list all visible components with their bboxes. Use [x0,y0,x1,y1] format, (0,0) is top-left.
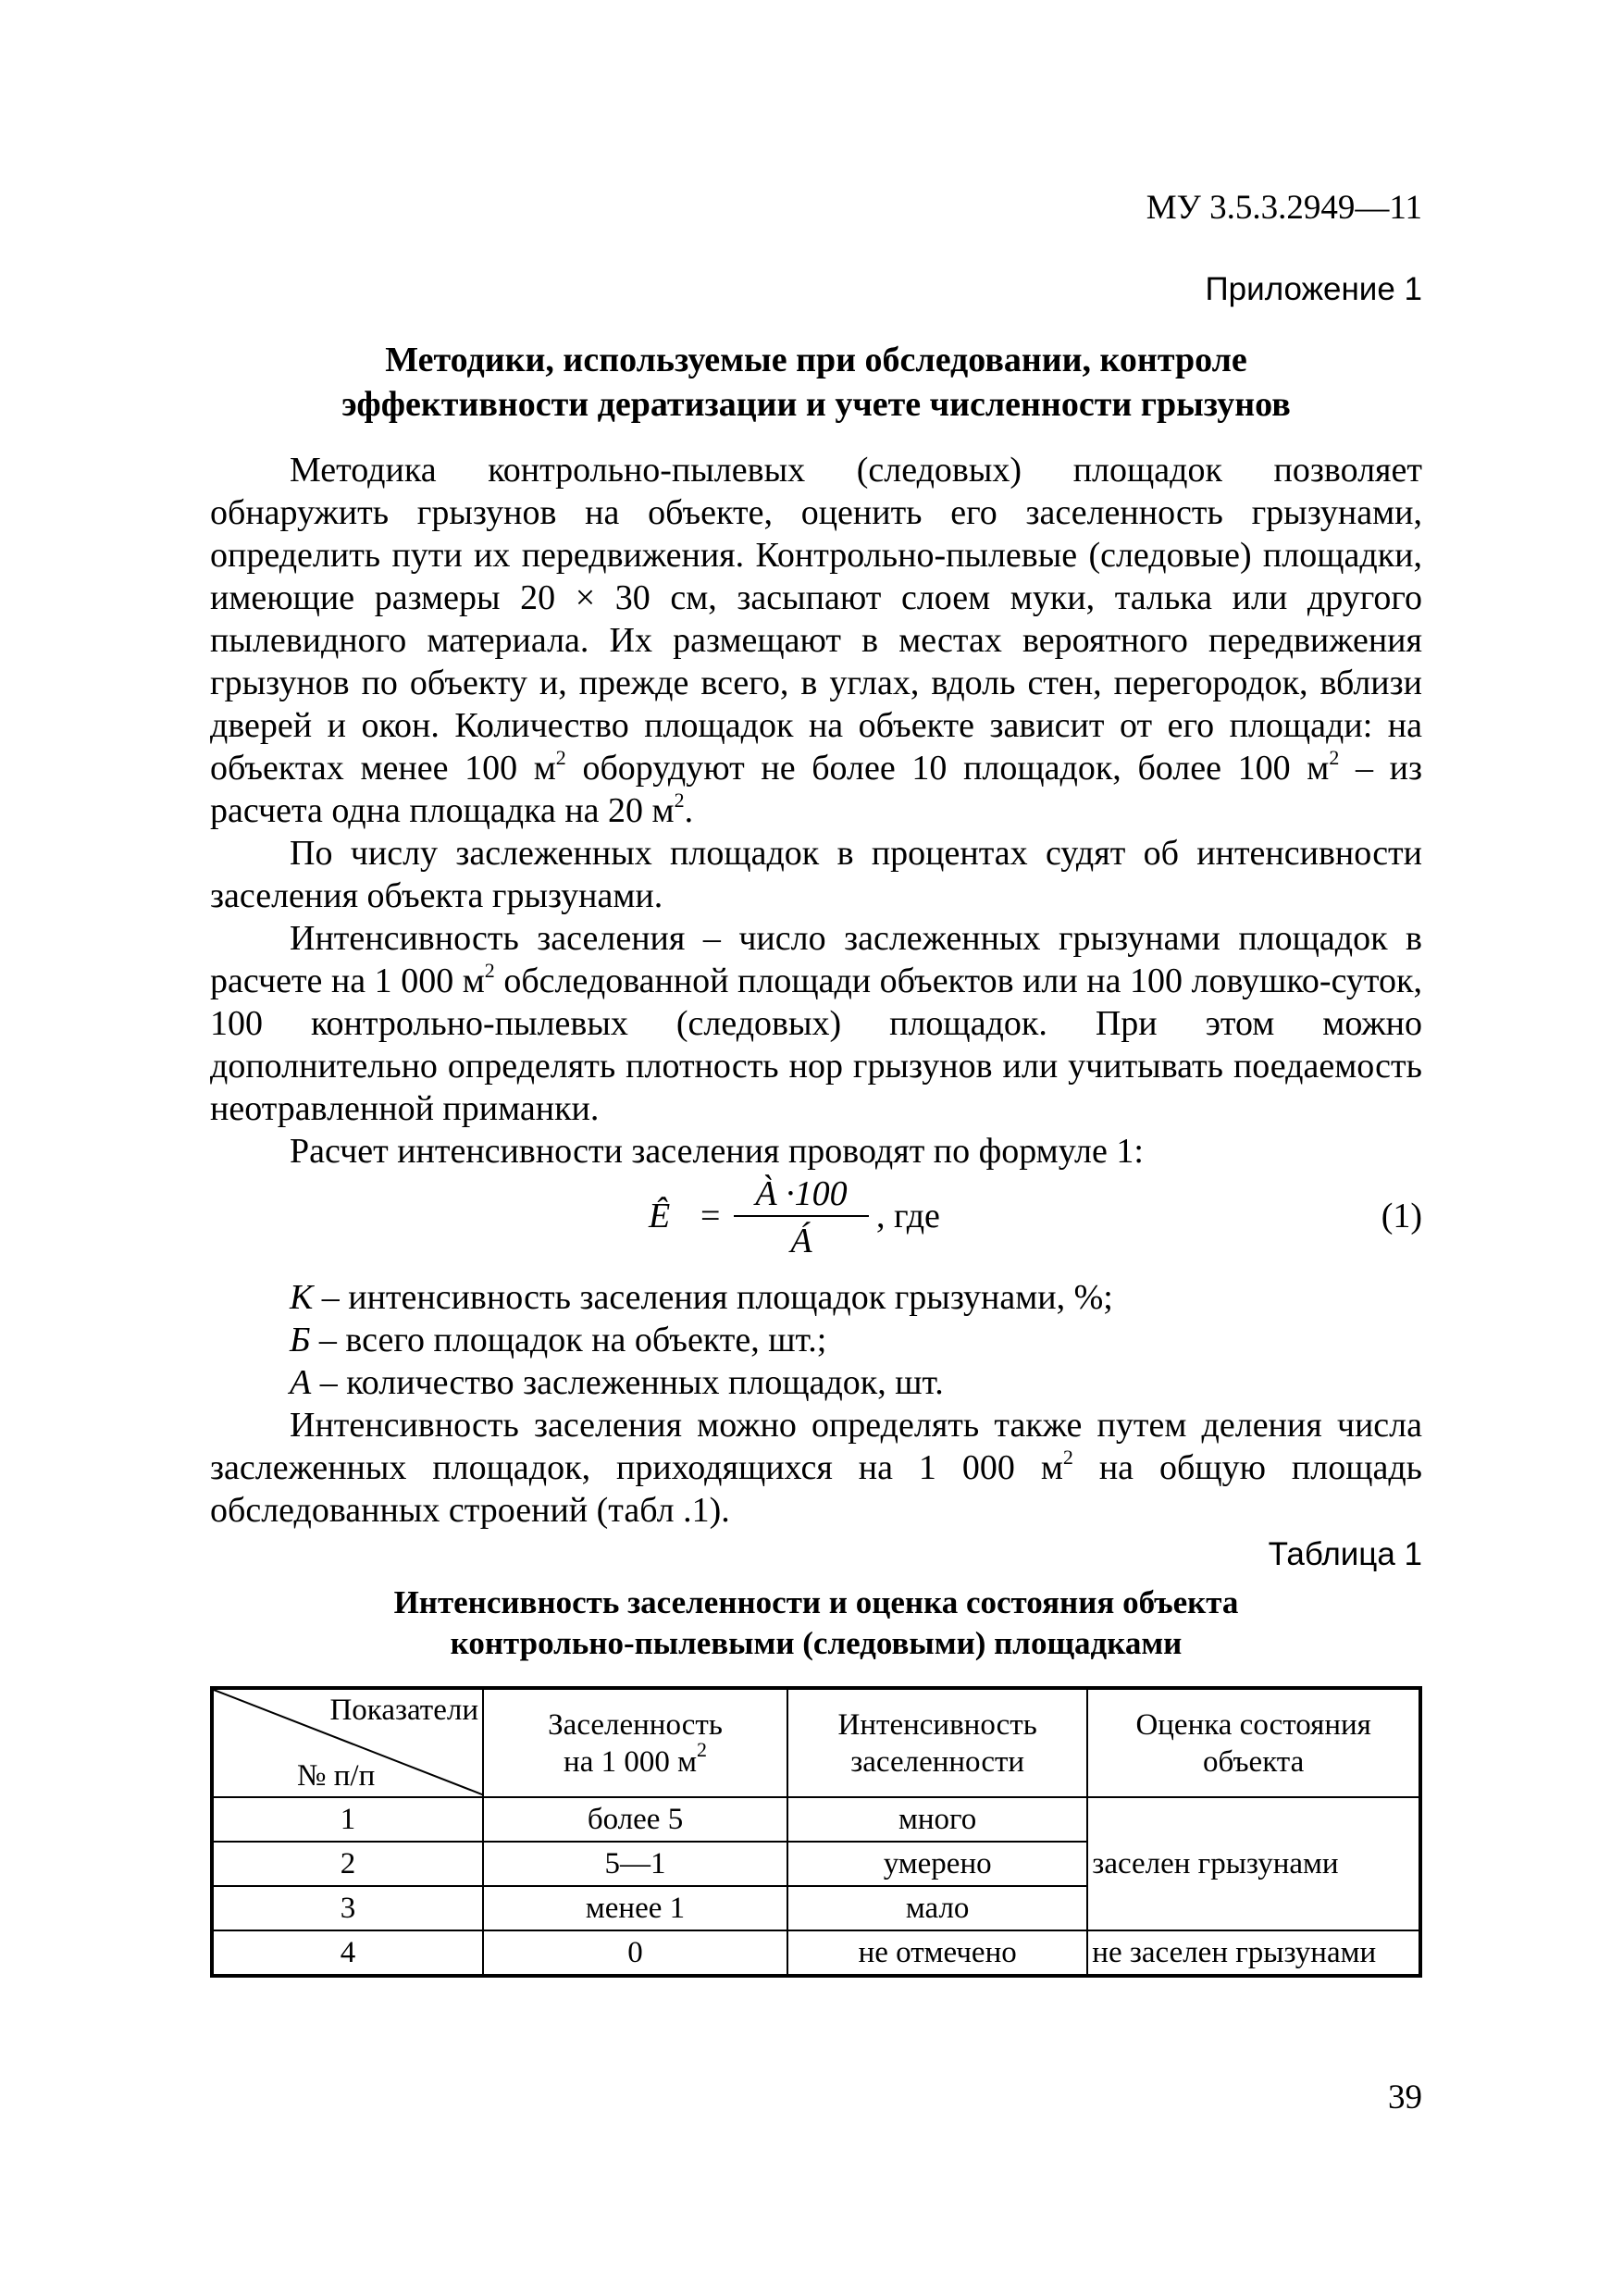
appendix-label: Приложение 1 [1205,271,1422,307]
table-row [212,1930,1420,1976]
header-density-line-2: на 1 000 м [564,1744,697,1779]
para1-part-b: оборудуют не более 10 площадок, более 100 м [565,749,1330,788]
superscript: 2 [484,959,495,982]
superscript: 2 [674,788,685,812]
definition-a [210,1361,1422,1404]
cell-intensity: мало [787,1886,1087,1930]
formula-numerator: À ·100 [734,1173,869,1217]
formula-tail: , где [876,1197,940,1235]
header-intensity [787,1688,1087,1797]
header-corner-cell [212,1688,483,1797]
para1-part-c: – из расчета одна площадка на 20 м [210,749,1422,830]
table-title-line-2: контрольно-пылевыми (следовыми) площадками [450,1625,1183,1661]
formula-number: (1) [1381,1197,1422,1235]
header-assessment [1087,1688,1420,1797]
definition-text: – количество заслеженных площадок, шт. [311,1363,944,1402]
table-row [212,1797,1420,1842]
header-assessment-line-2: объекта [1203,1744,1305,1779]
cell-number: 2 [212,1842,483,1886]
formula-equals: = [700,1197,721,1235]
paragraph-5 [210,1404,1422,1532]
cell-density: 5—1 [483,1842,787,1886]
superscript: 2 [1062,1446,1073,1469]
paragraph-4: Расчет интенсивности заселения проводят по формуле 1: [290,1132,1144,1171]
superscript: 2 [555,746,566,769]
header-density [483,1688,787,1797]
formula-lhs: Ê [649,1197,671,1235]
header-density-line-1: Заселенность [548,1707,723,1742]
paragraph-3 [210,917,1422,1130]
definition-text: – всего площадок на объекте, шт.; [310,1321,827,1359]
table-title [210,1582,1422,1664]
formula-1 [210,1173,1422,1276]
para1-part-a: Методика контрольно-пылевых (следовых) площадок позволяет обнаружить грызунов на объекте, оценить его заселенность грызунами, определить пути их передвижения. Контрольно-пылевые (следовые) площадки, имеющие размеры 20 × 30 см, засыпают слоем муки, талька или другого пылевидного материала. Их размещают в местах вероятного передвижения грызунов по объекту и, прежде всего, в углах, вдоль стен, перегородок, вблизи дверей и окон. Количество площадок на объекте зависит от его площади: на объектах менее 100 м [210,451,1422,788]
para3-part-b: обследованной площади объектов или на 100 ловушко-суток, 100 контрольно-пылевых (следовых) площадок. При этом можно дополнительно определять плотность нор грызунов или учитывать поедаемость неотравленной приманки. [210,962,1423,1128]
para3-part-a: Интенсивность заселения – число заслеженных грызунами площадок в расчете на 1 000 м [210,919,1422,1000]
cell-density: 0 [483,1930,787,1976]
definition-text: – интенсивность заселения площадок грызунами, %; [313,1278,1113,1317]
cell-intensity: не отмечено [787,1930,1087,1976]
header-assessment-line-1: Оценка состояния [1135,1707,1371,1742]
para5-part-a: Интенсивность заселения можно определять также путем деления числа заслеженных площадок, приходящихся на 1 000 м [210,1406,1422,1487]
formula-fraction [734,1173,869,1265]
cell-density: менее 1 [483,1886,787,1930]
page-number: 39 [1388,2079,1422,2116]
table-header-row [212,1688,1420,1797]
data-table [210,1686,1422,1978]
superscript: 2 [1329,746,1340,769]
table-label: Таблица 1 [1268,1536,1422,1572]
definition-symbol: А [290,1363,312,1402]
definition-k [210,1276,1422,1319]
table-title-line-1: Интенсивность заселенности и оценка состояния объекта [393,1584,1239,1620]
cell-density: более 5 [483,1797,787,1842]
cell-assessment-infested: заселен грызунами [1087,1797,1420,1930]
document-code: МУ 3.5.3.2949—11 [1146,189,1422,227]
title-line-1: Методики, используемые при обследовании, контроле [385,341,1247,379]
header-row-number: № п/п [297,1759,376,1793]
title-line-2: эффективности дератизации и учете численности грызунов [341,385,1291,424]
superscript: 2 [697,1737,707,1761]
page-title [210,338,1422,427]
cell-number: 4 [212,1930,483,1976]
paragraph-1 [210,449,1422,832]
cell-number: 3 [212,1886,483,1930]
paragraph-2: По числу заслеженных площадок в процентах судят об интенсивности заселения объекта грызунами. [210,834,1422,915]
para1-part-d: . [684,791,694,830]
definition-symbol: К [290,1278,314,1317]
cell-intensity: много [787,1797,1087,1842]
definition-b [210,1319,1422,1361]
cell-intensity: умерено [787,1842,1087,1886]
formula-denominator: Á [790,1222,812,1260]
definition-symbol: Б [290,1321,311,1359]
cell-assessment-clean: не заселен грызунами [1087,1930,1420,1976]
cell-number: 1 [212,1797,483,1842]
header-intensity-line-1: Интенсивность [837,1707,1037,1742]
header-indicators: Показатели [329,1694,479,1727]
body-text [210,449,1422,1532]
header-intensity-line-2: заселенности [850,1744,1025,1779]
para5-part-b: на общую площадь обследованных строений (табл .1). [210,1448,1423,1530]
